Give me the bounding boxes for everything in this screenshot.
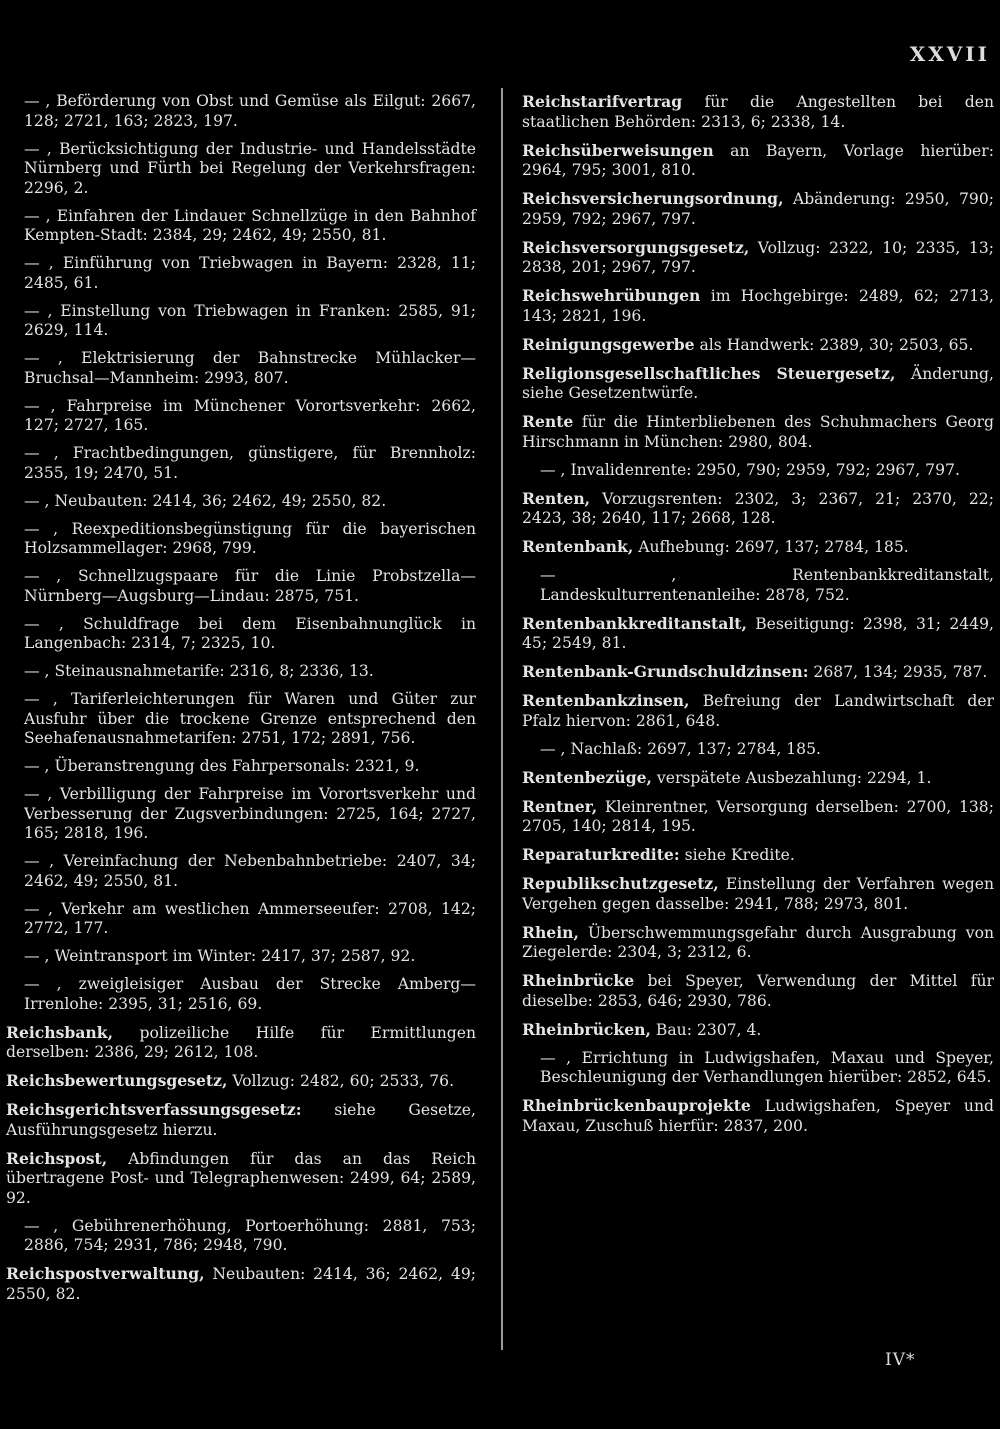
entry-text: Abfindungen für das an das Reich übertragene Post- und Telegraphenwesen: 2499, 64; 2589, 92. <box>6 1149 476 1207</box>
index-entry <box>522 923 994 963</box>
index-entry <box>6 349 476 388</box>
page-number: XXVII <box>909 42 990 66</box>
entry-text: — , Invalidenrente: 2950, 790; 2959, 792; 2967, 797. <box>540 460 960 479</box>
index-entry <box>6 520 476 559</box>
index-entry <box>522 768 994 789</box>
entry-heading: Reichsüberweisungen <box>522 140 714 160</box>
entry-text: — , Berücksichtigung der Industrie- und Handelsstädte Nürnberg und Fürth bei Regelung der Verkehrsfragen: 2296, 2. <box>24 139 476 197</box>
index-entry <box>6 975 476 1014</box>
entry-text: — , Einfahren der Lindauer Schnellzüge in den Bahnhof Kempten-Stadt: 2384, 29; 2462, 49; 2550, 81. <box>24 206 476 244</box>
index-entry <box>522 461 994 481</box>
index-entry <box>6 492 476 512</box>
index-entry <box>522 489 994 529</box>
entry-text: — , Tariferleichterungen für Waren und Güter zur Ausfuhr über die trockene Grenze entsprechend den Seehafenausnahmetarifen: 2751, 172; 2891, 756. <box>24 690 476 747</box>
entry-heading: Rheinbrücken, <box>522 1019 651 1039</box>
index-entry <box>522 1096 994 1136</box>
entry-heading: Reichsgerichtsverfassungsgesetz: <box>6 1100 302 1119</box>
entry-heading: Renten, <box>522 488 591 508</box>
index-entry <box>522 971 994 1011</box>
entry-heading: Rentenbankkreditanstalt, <box>522 613 747 633</box>
entry-text: Abänderung: 2950, 790; 2959, 792; 2967, 797. <box>522 190 994 228</box>
entry-text: siehe Gesetze, Ausführungsgesetz hierzu. <box>6 1101 476 1139</box>
index-entry <box>522 189 994 229</box>
entry-text: im Hochgebirge: 2489, 62; 2713, 143; 2821, 196. <box>522 287 994 325</box>
entry-text: Ludwigshafen, Speyer und Maxau, Zuschuß hierfür: 2837, 200. <box>522 1097 994 1135</box>
entry-text: — , Nachlaß: 2697, 137; 2784, 185. <box>540 739 821 758</box>
entry-heading: Rheinbrückenbauprojekte <box>522 1096 751 1115</box>
index-entry <box>6 1149 476 1209</box>
entry-text: Bau: 2307, 4. <box>650 1020 762 1039</box>
entry-text: — , Vereinfachung der Nebenbahnbetriebe: 2407, 34; 2462, 49; 2550, 81. <box>24 852 476 890</box>
index-entry <box>522 238 994 278</box>
index-entry <box>6 1100 476 1140</box>
entry-heading: Religionsgesellschaftliches Steuergesetz, <box>522 363 896 383</box>
entry-text: — , Weintransport im Winter: 2417, 37; 2587, 92. <box>24 947 416 965</box>
index-entry <box>522 874 994 914</box>
entry-text: — , Beförderung von Obst und Gemüse als Eilgut: 2667, 128; 2721, 163; 2823, 197. <box>24 92 476 130</box>
entry-text: Vollzug: 2322, 10; 2335, 13; 2838, 201; 2967, 797. <box>522 238 994 276</box>
index-entry <box>522 662 994 683</box>
entry-text: — , Elektrisierung der Bahnstrecke Mühlacker—Bruchsal—Mannheim: 2993, 807. <box>24 349 476 387</box>
entry-text: 2687, 134; 2935, 787. <box>808 663 988 681</box>
entry-heading: Rentenbankzinsen, <box>522 691 690 710</box>
entry-heading: Reichsbank, <box>6 1022 113 1042</box>
index-entry <box>6 690 476 749</box>
right-column <box>522 92 994 1145</box>
entry-text: Vorzugsrenten: 2302, 3; 2367, 21; 2370, 22; 2423, 38; 2640, 117; 2668, 128. <box>522 489 994 527</box>
entry-text: für die Angestellten bei den staatlichen Behörden: 2313, 6; 2338, 14. <box>522 93 994 131</box>
entry-text: Neubauten: 2414, 36; 2462, 49; 2550, 82. <box>6 1265 476 1303</box>
entry-text: polizeiliche Hilfe für Ermittlungen derselben: 2386, 29; 2612, 108. <box>6 1023 476 1061</box>
entry-text: Befreiung der Landwirtschaft der Pfalz hiervon: 2861, 648. <box>522 692 994 730</box>
entry-text: Vollzug: 2482, 60; 2533, 76. <box>227 1072 455 1090</box>
index-entry <box>522 364 994 404</box>
column-divider <box>501 88 503 1350</box>
entry-text: — , Schnellzugspaare für die Linie Probstzella—Nürnberg—Augsburg—Lindau: 2875, 751. <box>24 567 476 605</box>
index-entry <box>6 254 476 293</box>
index-entry <box>522 1020 994 1041</box>
index-entry <box>6 302 476 341</box>
entry-text: Einstellung der Verfahren wegen Vergehen gegen dasselbe: 2941, 788; 2973, 801. <box>522 875 994 913</box>
entry-heading: Rentenbezüge, <box>522 767 652 787</box>
index-entry <box>6 140 476 199</box>
entry-text: — , Verkehr am westlichen Ammerseeufer: 2708, 142; 2772, 177. <box>24 899 476 937</box>
index-entry <box>6 1217 476 1256</box>
entry-heading: Rheinbrücke <box>522 971 635 990</box>
index-entry <box>522 845 994 866</box>
entry-heading: Rentenbank-Grundschuldzinsen: <box>522 662 809 681</box>
entry-text: — , zweigleisiger Ausbau der Strecke Amberg—Irrenlohe: 2395, 31; 2516, 69. <box>24 975 476 1013</box>
entry-text: — , Verbilligung der Fahrpreise im Vorortsverkehr und Verbesserung der Zugsverbindungen: 2725, 164; 2727, 165; 2818, 196. <box>24 785 476 842</box>
entry-heading: Rentenbank, <box>522 537 634 556</box>
index-entry <box>522 412 994 452</box>
index-entry <box>6 207 476 246</box>
entry-text: an Bayern, Vorlage hierüber: 2964, 795; 3001, 810. <box>522 141 994 179</box>
entry-heading: Rente <box>522 412 574 431</box>
entry-heading: Reichswehrübungen <box>522 286 701 305</box>
index-entry <box>6 662 476 682</box>
index-entry <box>522 740 994 760</box>
entry-text: — , Gebührenerhöhung, Portoerhöhung: 2881, 753; 2886, 754; 2931, 786; 2948, 790. <box>24 1216 476 1254</box>
entry-text: — , Neubauten: 2414, 36; 2462, 49; 2550, 82. <box>24 491 387 510</box>
index-entry <box>522 537 994 558</box>
index-entry <box>6 397 476 436</box>
entry-text: als Handwerk: 2389, 30; 2503, 65. <box>694 335 974 354</box>
entry-text: verspätete Ausbezahlung: 2294, 1. <box>651 768 932 787</box>
entry-text: Beseitigung: 2398, 31; 2449, 45; 2549, 81. <box>522 614 994 652</box>
index-entry <box>522 141 994 181</box>
index-entry <box>6 444 476 483</box>
entry-text: Aufhebung: 2697, 137; 2784, 185. <box>633 538 909 556</box>
entry-heading: Rentner, <box>522 796 598 816</box>
index-entry <box>6 785 476 844</box>
entry-text: — , Schuldfrage bei dem Eisenbahnunglück in Langenbach: 2314, 7; 2325, 10. <box>24 614 476 652</box>
index-entry <box>522 691 994 731</box>
entry-text: für die Hinterbliebenen des Schuhmachers Georg Hirschmann in München: 2980, 804. <box>522 413 994 451</box>
index-entry <box>522 92 994 132</box>
entry-heading: Reichsversicherungsordnung, <box>522 189 784 208</box>
index-entry <box>6 92 476 131</box>
entry-text: — , Reexpeditionsbegünstigung für die bayerischen Holzsammellager: 2968, 799. <box>24 519 476 557</box>
index-entry <box>522 797 994 837</box>
signature-mark: IV* <box>885 1350 916 1370</box>
entry-text: siehe Kredite. <box>679 846 795 864</box>
entry-heading: Reichstarifvertrag <box>522 92 683 111</box>
index-entry <box>6 900 476 939</box>
entry-text: — , Frachtbedingungen, günstigere, für Brennholz: 2355, 19; 2470, 51. <box>24 444 476 482</box>
entry-text: Kleinrentner, Versorgung derselben: 2700, 138; 2705, 140; 2814, 195. <box>522 797 994 835</box>
index-entry <box>6 947 476 967</box>
entry-text: — , Einführung von Triebwagen in Bayern: 2328, 11; 2485, 61. <box>24 254 476 292</box>
entry-text: — , Steinausnahmetarife: 2316, 8; 2336, 13. <box>24 662 374 680</box>
entry-heading: Reinigungsgewerbe <box>522 334 695 354</box>
index-entry <box>522 566 994 605</box>
index-entry <box>6 615 476 654</box>
entry-text: — , Rentenbankkreditanstalt, Landeskulturrentenanleihe: 2878, 752. <box>540 566 994 604</box>
entry-heading: Rhein, <box>522 922 579 942</box>
index-entry <box>6 852 476 891</box>
left-column <box>6 92 476 1313</box>
entry-text: — , Einstellung von Triebwagen in Franken: 2585, 91; 2629, 114. <box>24 301 476 339</box>
entry-heading: Reparaturkredite: <box>522 845 680 864</box>
index-entry <box>6 567 476 606</box>
index-entry <box>6 1023 476 1063</box>
entry-text: bei Speyer, Verwendung der Mittel für dieselbe: 2853, 646; 2930, 786. <box>522 972 994 1010</box>
index-entry <box>522 335 994 356</box>
entry-text: Überschwemmungsgefahr durch Ausgrabung von Ziegelerde: 2304, 3; 2312, 6. <box>522 923 994 961</box>
index-entry <box>522 1049 994 1088</box>
index-entry <box>522 614 994 654</box>
index-entry <box>522 286 994 326</box>
entry-text: Änderung, siehe Gesetzentwürfe. <box>522 364 994 402</box>
index-entry <box>6 1264 476 1304</box>
entry-heading: Republikschutzgesetz, <box>522 874 719 893</box>
entry-text: — , Fahrpreise im Münchener Vorortsverkehr: 2662, 127; 2727, 165. <box>24 396 476 434</box>
entry-heading: Reichsversorgungsgesetz, <box>522 237 750 257</box>
entry-text: — , Errichtung in Ludwigshafen, Maxau und Speyer, Beschleunigung der Verhandlungen hierüber: 2852, 645. <box>540 1048 994 1086</box>
index-entry <box>6 757 476 777</box>
entry-text: — , Überanstrengung des Fahrpersonals: 2321, 9. <box>24 757 420 775</box>
entry-heading: Reichspost, <box>6 1148 108 1168</box>
index-entry <box>6 1071 476 1092</box>
entry-heading: Reichsbewertungsgesetz, <box>6 1071 228 1090</box>
entry-heading: Reichspostverwaltung, <box>6 1264 205 1283</box>
